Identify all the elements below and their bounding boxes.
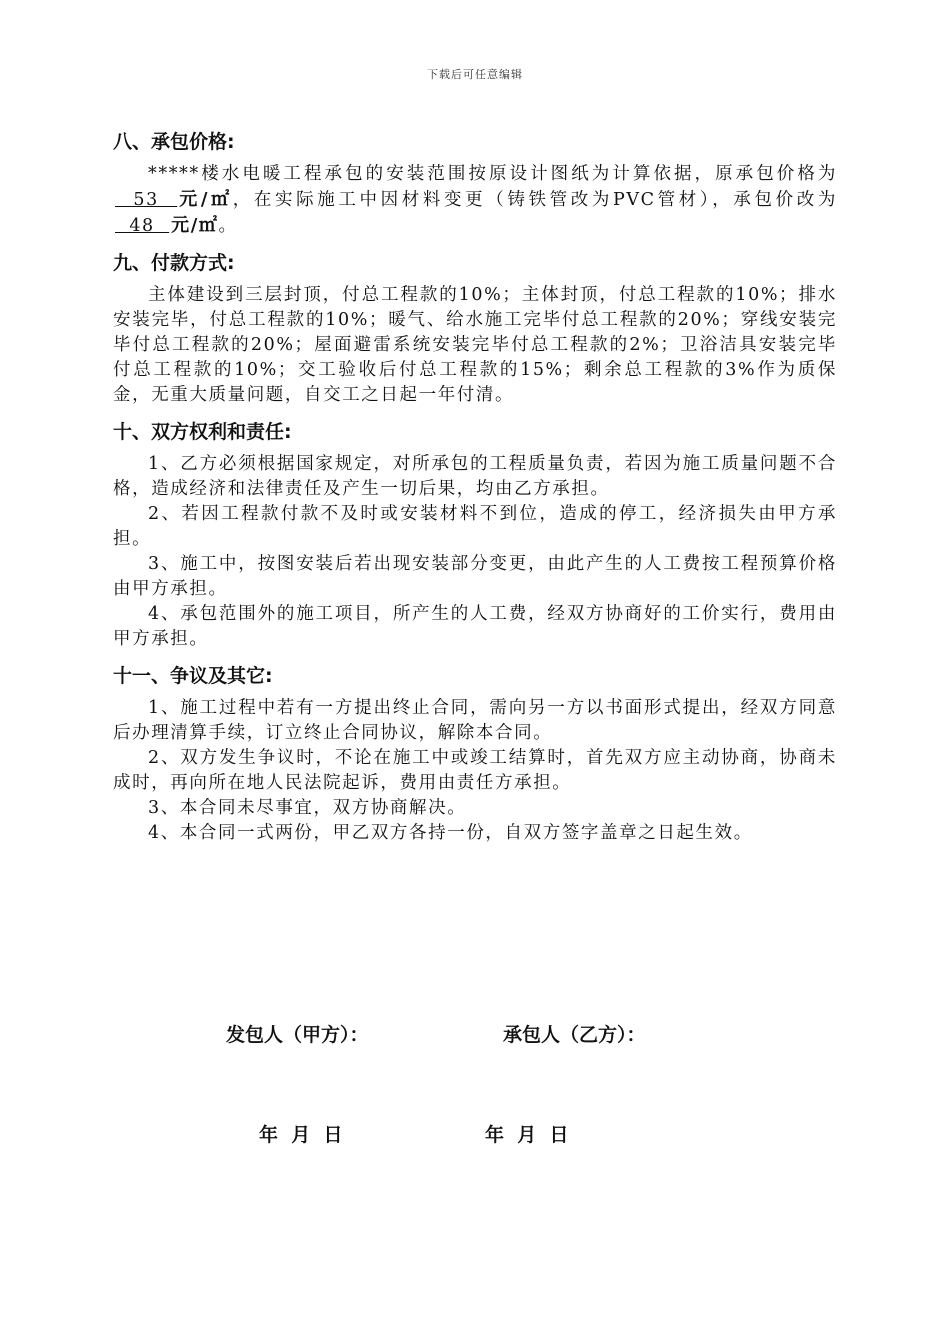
rights-item: 4、承包范围外的施工项目，所产生的人工费，经双方协商好的工价实行，费用由甲方承担。 — [113, 604, 837, 649]
contract-body — [113, 126, 837, 846]
price-paragraph — [113, 162, 837, 239]
section-heading-disputes: 十一、争议及其它: — [113, 665, 273, 687]
rights-item: 3、施工中，按图安装后若出现安装部分变更，由此产生的人工费按工程预算价格由甲方承担。 — [113, 554, 837, 599]
section-heading-price: 八、承包价格: — [113, 131, 235, 153]
page-header: 下载后可任意编辑 — [427, 68, 523, 81]
rights-item: 1、乙方必须根据国家规定，对所承包的工程质量负责，若因为施工质量问题不合格，造成经济和法律责任及产生一切后果，均由乙方承担。 — [113, 454, 837, 499]
disputes-item: 3、本合同未尽事宜，双方协商解决。 — [148, 798, 467, 818]
party-a-label: 发包人（甲方）： — [226, 1024, 369, 1046]
rights-item: 2、若因工程款付款不及时或安装材料不到位，造成的停工，经济损失由甲方承担。 — [113, 504, 837, 549]
price-unit-2: 元/㎡ — [171, 215, 219, 236]
original-price-value: 53 — [115, 190, 178, 210]
disputes-item: 1、施工过程中若有一方提出终止合同，需向另一方以书面形式提出，经双方同意后办理清算手续，订立终止合同协议，解除本合同。 — [113, 698, 837, 743]
party-a-date: 年 月 日 — [259, 1124, 343, 1146]
party-b-label: 承包人（乙方）： — [503, 1024, 646, 1046]
section-heading-rights: 十、双方权利和责任: — [113, 421, 292, 443]
disputes-list — [113, 696, 837, 846]
rights-list — [113, 452, 837, 652]
party-b-date: 年 月 日 — [485, 1124, 569, 1146]
new-price-value: 48 — [115, 216, 170, 236]
payment-paragraph: 主体建设到三层封顶，付总工程款的10%；主体封顶，付总工程款的10%；排水安装完毕，付总工程款的10%；暖气、给水施工完毕付总工程款的20%；穿线安装完毕付总工程款的20%；屋面避雷系统安装完毕付总工程款的2%；卫浴洁具安装完毕付总工程款的10%；交工验收后付总工程款的15%；剩余总工程款的3%作为质保金，无重大质量问题，自交工之日起一年付清。 — [113, 285, 837, 405]
price-unit: 元/㎡ — [179, 189, 233, 210]
price-text-before: *****楼水电暖工程承包的安装范围按原设计图纸为计算依据，原承包价格为 — [148, 164, 837, 184]
disputes-item: 2、双方发生争议时，不论在施工中或竣工结算时，首先双方应主动协商，协商未成时，再向所在地人民法院起诉，费用由责任方承担。 — [113, 748, 837, 793]
disputes-item: 4、本合同一式两份，甲乙双方各持一份，自双方签字盖章之日起生效。 — [148, 823, 753, 843]
price-text-end: 。 — [218, 216, 238, 236]
section-heading-payment: 九、付款方式: — [113, 252, 235, 274]
price-text-mid: ，在实际施工中因材料变更（铸铁管改为PVC管材），承包价改为 — [232, 190, 837, 210]
